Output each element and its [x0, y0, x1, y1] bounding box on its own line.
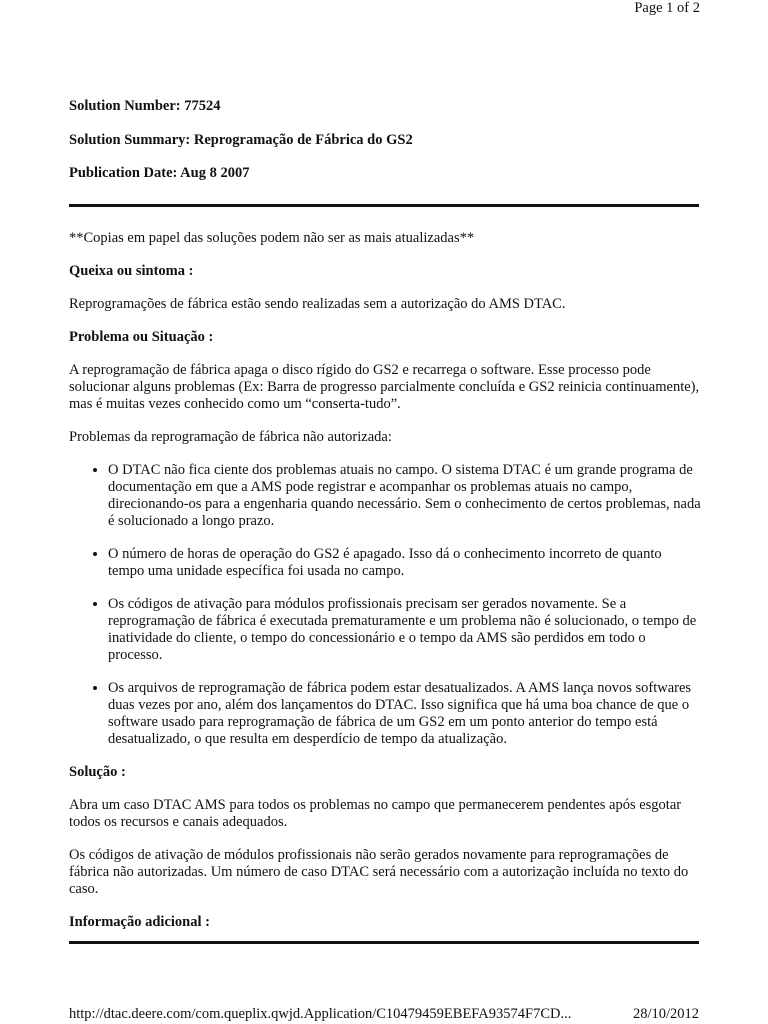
- complaint-text: Reprogramações de fábrica estão sendo realizadas sem a autorização do AMS DTAC.: [69, 296, 566, 312]
- list-item: • Os arquivos de reprogramação de fábrica podem estar desatualizados. A AMS lança novos softwares duas vezes por ano, além dos lançamentos do DTAC. Isso significa que há uma boa chance de que o software usado para reprogramação de fábrica de um GS2 em um ponto anterior do tempo está desatualizado, o que resulta em desperdício de tempo da atualização.: [108, 680, 701, 748]
- list-item: • O número de horas de operação do GS2 é apagado. Isso dá o conhecimento incorreto de quanto tempo uma unidade específica foi usada no campo.: [108, 546, 701, 580]
- solution-heading: Solução :: [69, 764, 126, 780]
- bottom-divider: [69, 941, 699, 944]
- document-body: [69, 230, 701, 947]
- disclaimer: **Copias em papel das soluções podem não ser as mais atualizadas**: [69, 230, 475, 246]
- solution-summary: Solution Summary: Reprogramação de Fábrica do GS2: [69, 132, 413, 148]
- publication-date: Publication Date: Aug 8 2007: [69, 165, 250, 181]
- list-item: • Os códigos de ativação para módulos profissionais precisam ser gerados novamente. Se a reprogramação de fábrica é executada prematuramente e um problema não é solucionado, o tempo de inatividade do cliente, o tempo do concessionário e o tempo da AMS são perdidos em todo o processo.: [108, 596, 701, 664]
- complaint-heading: Queixa ou sintoma :: [69, 263, 194, 279]
- page-number: Page 1 of 2: [634, 0, 700, 16]
- solution-number: Solution Number: 77524: [69, 98, 221, 114]
- list-item: • O DTAC não fica ciente dos problemas atuais no campo. O sistema DTAC é um grande programa de documentação em que a AMS pode registrar e acompanhar os problemas atuais no campo, direcionando-os para a engenharia quando necessário. Sem o conhecimento de certos problemas, nada é solucionado a longo prazo.: [108, 462, 701, 530]
- problem-text: A reprogramação de fábrica apaga o disco rígido do GS2 e recarrega o software. Esse processo pode solucionar alguns problemas (Ex: Barra de progresso parcialmente concluída e GS2 reinicia continuamente), mas é muitas vezes conhecido como um “conserta-tudo”.: [69, 362, 700, 412]
- footer-date: 28/10/2012: [632, 1006, 699, 1022]
- problems-intro: Problemas da reprogramação de fábrica não autorizada:: [69, 429, 392, 445]
- problem-heading: Problema ou Situação :: [69, 329, 214, 345]
- footer-url: http://dtac.deere.com/com.queplix.qwjd.Application/C10479459EBEFA93574F7CD...: [69, 1006, 572, 1022]
- additional-info-heading: Informação adicional :: [69, 914, 210, 930]
- solution-text-1: Abra um caso DTAC AMS para todos os problemas no campo que permanecerem pendentes após esgotar todos os recursos e canais adequados.: [69, 797, 682, 830]
- page-footer: [69, 1006, 699, 1023]
- solution-text-2: Os códigos de ativação de módulos profissionais não serão gerados novamente para reprogramações de fábrica não autorizadas. Um número de caso DTAC será necessário com a autorização incluída no texto do caso.: [69, 847, 689, 897]
- problems-list: [69, 462, 701, 748]
- top-divider: [69, 204, 699, 207]
